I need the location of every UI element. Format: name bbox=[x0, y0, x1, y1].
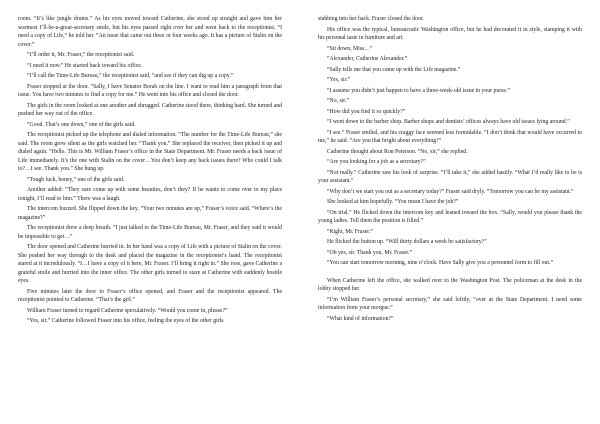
paragraph: “Tough luck, honey,” one of the girls said. bbox=[27, 176, 125, 183]
paragraph: “Sit down, Miss…” bbox=[327, 45, 373, 52]
paragraph: “Alexander, Catherine Alexander.” bbox=[327, 56, 408, 62]
paragraph: room. “It’s like jungle drums.” As his eyes moved toward Catherine, she stood up straight and gave him her warmest I’ll-be-a-great-secretary smile, but his eyes passed right over her and went back to the receptionist. “I need a copy of Life,” he told her. “An issue that came out three or four weeks ago. It has a picture of Stalin on the cover.” bbox=[18, 16, 282, 48]
paragraph: “I see.” Fraser smiled, and his craggy face seemed less formidable. “I don’t think that would have occurred to me,” he said. “Are you that bright about everything?” bbox=[318, 129, 582, 144]
paragraph: The receptionist drew a deep breath. “I just talked to the Time-Life Bureau, Mr. Fraser, and they said it would be impossible to get…” bbox=[18, 225, 282, 240]
paragraph: William Fraser turned to regard Catherine speculatively. “Would you come in, please?” bbox=[27, 307, 228, 314]
paragraph: “I need it now.” He started back toward his office. bbox=[27, 62, 143, 69]
paragraph: “Are you looking for a job as a secretary?” bbox=[327, 159, 426, 165]
paragraph: “What kind of information?” bbox=[327, 315, 394, 322]
paragraph: The door opened and Catherine hurried in. In her hand was a copy of Life with a picture of Stalin on the cover. She pushed her way through to the desk and placed the magazine in the receptionist’s hand. The receptionist stared at it incredulously. “I…I have a copy of it here, Mr. Fraser. I’ll bring it right in.” She rose, gave Catherine a grateful smile and hurried into the inner office. The other girls turned to stare at Catherine with suddenly hostile eyes. bbox=[18, 244, 282, 284]
paragraph: “I went down to the barber shop. Barber shops and dentists’ offices always have old issues lying around.” bbox=[327, 119, 570, 125]
left-column bbox=[18, 15, 282, 326]
paragraph: Fraser stopped at the door. “Sally, I have Senator Borah on the line. I want to read him a paragraph from that issue. You have two minutes to find a copy for me.” He went into his office and closed the door. bbox=[18, 83, 282, 98]
paragraph: “On trial.” He flicked down the intercom key and leaned toward the box. “Sally, would you please thank the young ladies. Tell them the position is filled.” bbox=[318, 209, 582, 224]
paragraph: He flicked the button up. “Will thirty dollars a week be satisfactory?” bbox=[327, 239, 487, 245]
paragraph: “I’m William Fraser’s personal secretary,” she said loftily, “over at the State Department. I need some information from your morgue.” bbox=[318, 296, 582, 311]
paragraph: Another added: “They sure come up with some beauties, don’t they? If he wants to come over to my place tonight, I’ll read to him.” There was a laugh. bbox=[18, 187, 282, 202]
paragraph: “No, sir.” bbox=[327, 98, 349, 104]
paragraph: Catherine thought about Ron Peterson. “No, sir,” she replied. bbox=[327, 148, 468, 155]
paragraph: “Why don’t we start you out as a secretary today?” Fraser said dryly. “Tomorrow you can be my assistant.” bbox=[327, 188, 574, 195]
paragraph: “How did you find it so quickly?” bbox=[327, 108, 406, 115]
paragraph: When Catherine left the office, she walked over to the Washington Post. The policeman at the desk in the lobby stopped her. bbox=[318, 277, 582, 292]
paragraph: “Right, Mr. Fraser.” bbox=[327, 228, 373, 235]
paragraph: The girls in the room looked at one another and shrugged. Catherine stood there, thinking hard. She turned and pushed her way out of the office. bbox=[18, 102, 283, 117]
paragraph: “Yes, sir.” Catherine followed Fraser into his office, feeling the eyes of the other girls bbox=[27, 318, 224, 324]
paragraph: “Good. That’s one down,” one of the girls said. bbox=[27, 121, 136, 128]
paragraph: “Yes, sir.” bbox=[327, 77, 351, 83]
paragraph: “I assume you didn’t just happen to have a three-week-old issue in your purse.” bbox=[327, 87, 510, 94]
paragraph: His office was the typical, bureaucratic Washington office, but he had decorated it in style, stamping it with his personal taste in furniture and art. bbox=[318, 26, 582, 41]
paragraph: “I’ll call the Time-Life Bureau,” the receptionist said, “and see if they can dig up a copy.” bbox=[27, 73, 234, 79]
paragraph: “I’ll order it, Mr. Fraser,” the receptionist said. bbox=[27, 52, 135, 58]
paragraph: “Sally tells me that you came up with the Life magazine.” bbox=[327, 66, 461, 73]
paragraph: “You can start tomorrow morning, nine o’clock. Have Sally give you a personnel form to fill out.” bbox=[327, 260, 554, 266]
paragraph: The intercom buzzed. She flipped down the key. “Your two minutes are up,” Fraser’s voice said. “Where’s the magazine?” bbox=[18, 206, 282, 221]
right-column bbox=[318, 15, 582, 323]
paragraph: She looked at him hopefully. “You mean I have the job?” bbox=[327, 199, 459, 205]
paragraph: stabbing into her back. Fraser closed the door. bbox=[318, 16, 424, 22]
paragraph: The receptionist picked up the telephone and dialed information. “The number for the Time-Life Bureau,” she said. The room grew silent as the girls watched her. “Thank you.” She replaced the receiver, then picked it up and dialed again. “Hello. This is Mr. William Fraser’s office in the State Department. Mr. Fraser needs a back issue of Life immediately. It’s the one with Stalin on the cover…You don’t keep any back issues there? Who could I talk to?…I see. Thank you.” She hung up. bbox=[18, 132, 282, 172]
paragraph: “Not really.” Catherine saw his look of surprise. “I’ll take it,” she added hastily. “What I’d really like to be is your assistant.” bbox=[318, 169, 582, 184]
paragraph: “Oh yes, sir. Thank you, Mr. Fraser.” bbox=[327, 249, 413, 256]
paragraph: Five minutes later the door to Fraser’s office opened, and Fraser and the receptionist appeared. The receptionist pointed to Catherine. “That’s the girl.” bbox=[18, 288, 282, 303]
